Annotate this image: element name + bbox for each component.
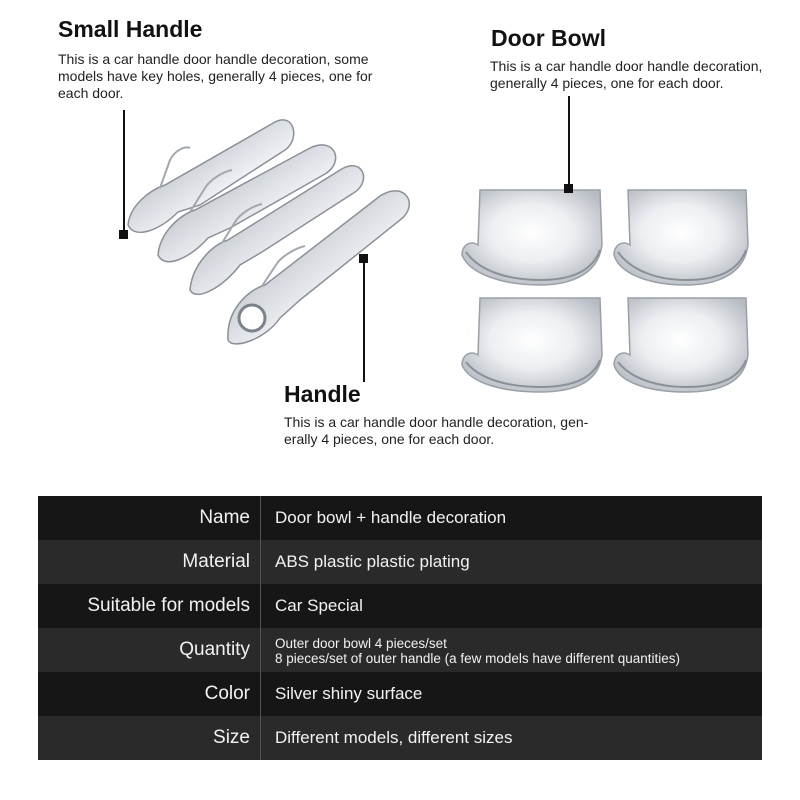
handle-desc-line: erally 4 pieces, one for each door. [284, 431, 495, 447]
door-bowl-desc-line: generally 4 pieces, one for each door. [490, 75, 724, 91]
spec-value-line: 8 pieces/set of outer handle (a few models have different quantities) [275, 651, 680, 666]
small-handle-desc-line: This is a car handle door handle decoration, some [58, 51, 369, 67]
spec-label: Material [182, 551, 250, 572]
spec-value: Different models, different sizes [275, 728, 513, 747]
small-handle-desc-line: each door. [58, 85, 124, 101]
spec-label: Name [199, 507, 250, 528]
spec-divider [260, 496, 261, 540]
specification-table [38, 496, 762, 760]
spec-row-suitable-models [38, 584, 762, 628]
spec-divider [260, 628, 261, 672]
spec-value: Silver shiny surface [275, 684, 423, 703]
spec-row-material [38, 540, 762, 584]
spec-divider [260, 540, 261, 584]
door-bowl-title: Door Bowl [491, 25, 606, 51]
spec-value: Door bowl + handle decoration [275, 508, 507, 527]
handle-leader-line [363, 262, 365, 382]
door-bowl-leader-line [568, 96, 570, 188]
door-bowl-marker [564, 184, 573, 193]
spec-divider [260, 716, 261, 760]
spec-divider [260, 672, 261, 716]
door-bowls [462, 190, 748, 392]
small-handle-leader-line [123, 110, 125, 232]
spec-value-line: Outer door bowl 4 pieces/set [275, 636, 447, 651]
spec-row-color [38, 672, 762, 716]
handle-marker [359, 254, 368, 263]
spec-label: Size [213, 727, 250, 748]
handle-desc-line: This is a car handle door handle decoration, gen- [284, 414, 589, 430]
spec-value: Car Special [275, 596, 363, 615]
handle-covers [128, 120, 409, 344]
spec-divider [260, 584, 261, 628]
keyhole-icon [239, 305, 265, 331]
spec-row-name [38, 496, 762, 540]
door-bowl [462, 190, 602, 285]
spec-label: Quantity [179, 639, 250, 660]
handle-title: Handle [284, 381, 361, 407]
small-handle-desc-line: models have key holes, generally 4 pieces, one for [58, 68, 373, 84]
door-bowl [614, 298, 748, 392]
small-handle-title: Small Handle [58, 16, 203, 42]
door-bowl-desc-line: This is a car handle door handle decoration, [490, 58, 763, 74]
door-bowl [462, 298, 602, 392]
spec-label: Suitable for models [87, 595, 250, 616]
small-handle-marker [119, 230, 128, 239]
spec-row-size [38, 716, 762, 760]
spec-value: ABS plastic plastic plating [275, 552, 470, 571]
spec-label: Color [204, 683, 250, 704]
door-bowl [614, 190, 748, 285]
spec-row-quantity [38, 628, 762, 672]
